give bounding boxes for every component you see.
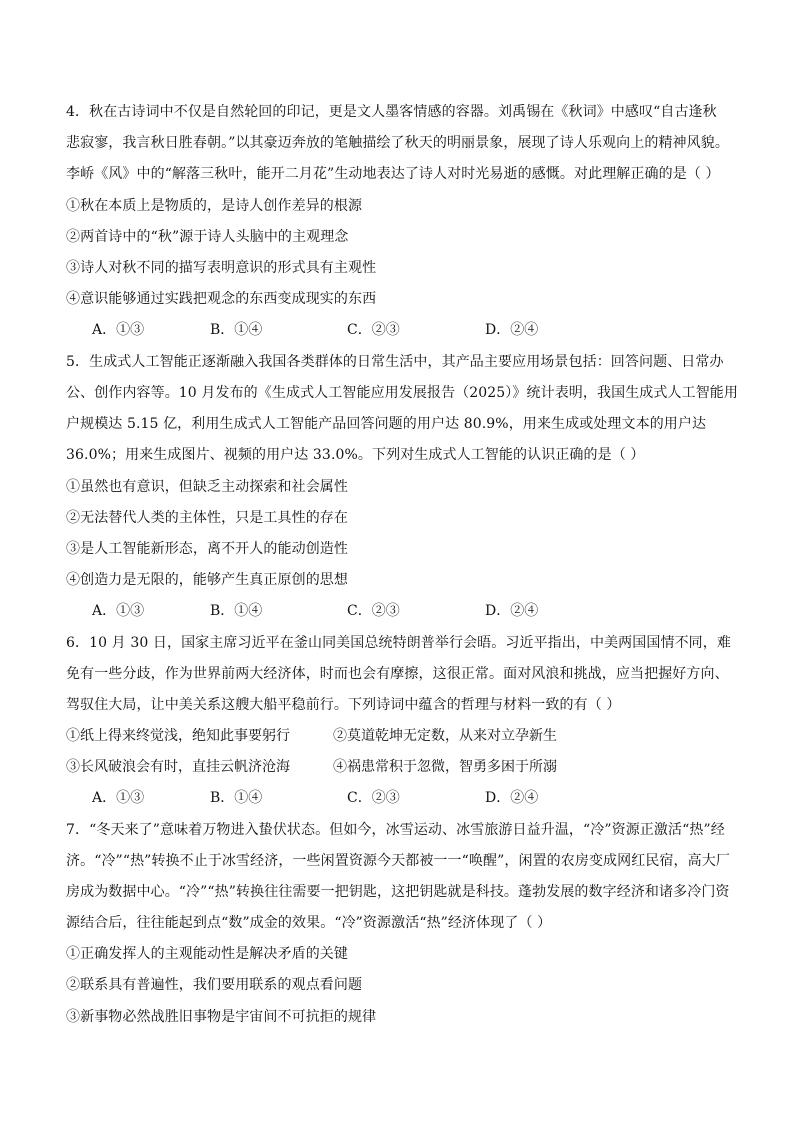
statement-1: ①秋在本质上是物质的，是诗人创作差异的根源 <box>66 198 363 214</box>
question-text-line: 源结合后，往往能起到点“数”成金的效果。“冷”资源激活“热”经济体现了（ ） <box>66 915 552 931</box>
statement-1: ①纸上得来终觉浅，绝知此事要躬行 <box>66 728 290 744</box>
statement-1: ①正确发挥人的主观能动性是解决矛盾的关键 <box>66 946 348 962</box>
question-text-line: 5．生成式人工智能正逐渐融入我国各类群体的日常生活中，其产品主要应用场景包括：回答问题、日常办 <box>66 354 724 370</box>
question-text-line: 免有一些分歧，作为世界前两大经济体，时而也会有摩擦，这很正常。面对风浪和挑战，应当把握好方向、 <box>66 666 729 682</box>
option-a[interactable]: A．①③ <box>92 322 145 338</box>
question-text-line: 7．“冬天来了”意味着万物进入蛰伏状态。但如今，冰雪运动、冰雪旅游日益升温，“冷”资源正激活“热”经 <box>66 822 725 838</box>
question-text-line: 6．10 月 30 日，国家主席习近平在釜山同美国总统特朗普举行会晤。习近平指出，中美两国国情不同，难 <box>66 635 731 651</box>
statement-4: ④创造力是无限的，能够产生真正原创的思想 <box>66 572 348 588</box>
option-d[interactable]: D．②④ <box>485 790 539 806</box>
option-b[interactable]: B．①④ <box>210 603 263 619</box>
question-text-line: 房成为数据中心。“冷”“热”转换往往需要一把钥匙，这把钥匙就是科技。蓬勃发展的数字经济和诸多冷门资 <box>66 884 730 900</box>
option-c[interactable]: C．②③ <box>347 603 400 619</box>
question-text-line: 驾驭住大局，让中美关系这艘大船平稳前行。下列诗词中蕴含的哲理与材料一致的有（ ） <box>66 697 621 713</box>
statement-3: ③是人工智能新形态，离不开人的能动创造性 <box>66 541 348 557</box>
option-b[interactable]: B．①④ <box>210 790 263 806</box>
statement-2: ②无法替代人类的主体性，只是工具性的存在 <box>66 510 348 526</box>
statement-2: ②联系具有普遍性，我们要用联系的观点看问题 <box>66 977 363 993</box>
question-text-line: 悲寂寥，我言秋日胜春朝。”以其豪迈奔放的笔触描绘了秋天的明丽景象，展现了诗人乐观向上的精神风貌。 <box>66 135 729 151</box>
option-a[interactable]: A．①③ <box>92 790 145 806</box>
statement-4: ④祸患常积于忽微，智勇多困于所溺 <box>333 759 557 775</box>
statement-2: ②两首诗中的“秋”源于诗人头脑中的主观理念 <box>66 229 349 245</box>
statement-3: ③长风破浪会有时，直挂云帆济沧海 <box>66 759 290 775</box>
statement-4: ④意识能够通过实践把观念的东西变成现实的东西 <box>66 291 377 307</box>
statement-row <box>66 726 557 746</box>
option-b[interactable]: B．①④ <box>210 322 263 338</box>
option-c[interactable]: C．②③ <box>347 790 400 806</box>
question-text-line: 4．秋在古诗词中不仅是自然轮回的印记，更是文人墨客情感的容器。刘禹锡在《秋词》中感叹“自古逢秋 <box>66 104 717 120</box>
question-text-line: 公、创作内容等。10 月发布的《生成式人工智能应用发展报告（2025）》统计表明，我国生成式人工智能用 <box>66 385 738 401</box>
option-d[interactable]: D．②④ <box>485 603 539 619</box>
question-text-line: 户规模达 5.15 亿，利用生成式人工智能产品回答问题的用户达 80.9%，用来生成或处理文本的用户达 <box>66 416 707 432</box>
option-c[interactable]: C．②③ <box>347 322 400 338</box>
statement-3: ③诗人对秋不同的描写表明意识的形式具有主观性 <box>66 260 377 276</box>
statement-3: ③新事物必然战胜旧事物是宇宙间不可抗拒的规律 <box>66 1009 377 1025</box>
option-a[interactable]: A．①③ <box>92 603 145 619</box>
option-d[interactable]: D．②④ <box>485 322 539 338</box>
statement-row <box>66 757 557 777</box>
question-text-line: 济。“冷”“热”转换不止于冰雪经济，一些闲置资源今天都被一一“唤醒”，闲置的农房变成网红民宿，高大厂 <box>66 853 730 869</box>
question-text-line: 李峤《风》中的“解落三秋叶，能开二月花”生动地表达了诗人对时光易逝的感慨。对此理解正确的是（ ） <box>66 166 720 182</box>
question-text-line: 36.0%；用来生成图片、视频的用户达 33.0%。下列对生成式人工智能的认识正确的是（ ） <box>66 447 645 463</box>
statement-1: ①虽然也有意识，但缺乏主动探索和社会属性 <box>66 479 348 495</box>
statement-2: ②莫道乾坤无定数，从来对立孕新生 <box>333 728 557 744</box>
